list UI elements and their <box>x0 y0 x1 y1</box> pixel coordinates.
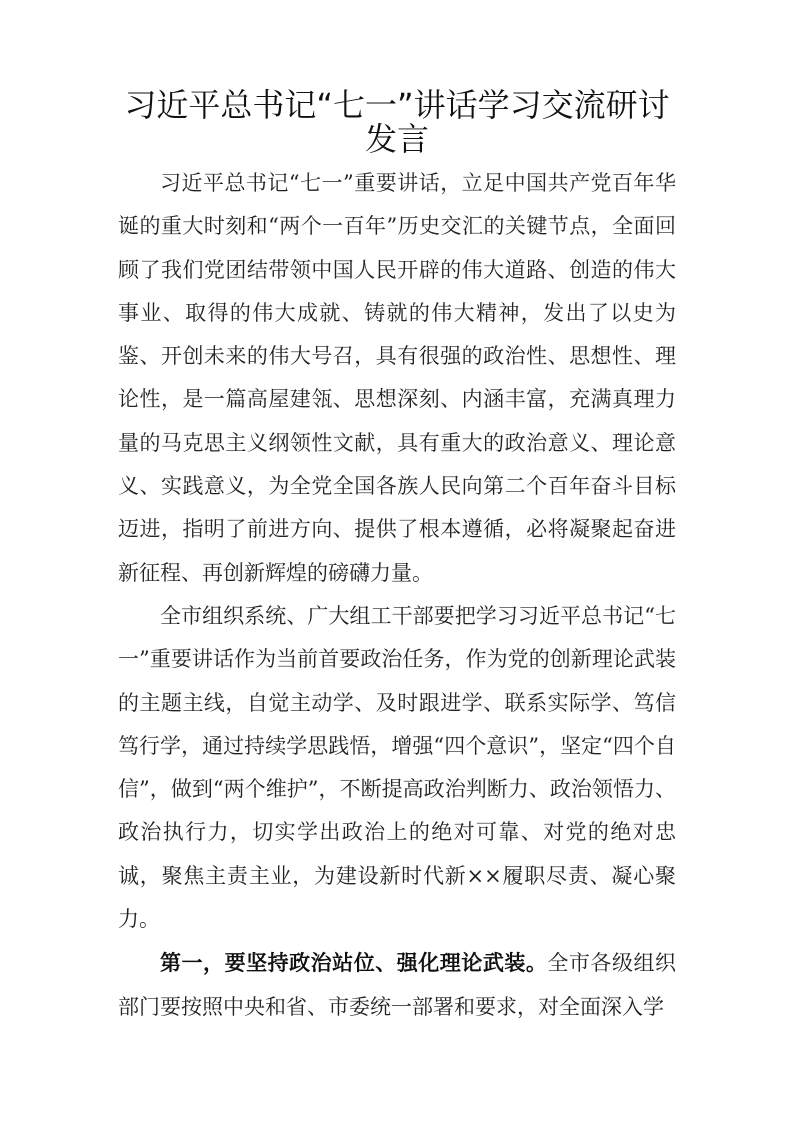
document-title: 习近平总书记“七一”讲话学习交流研讨发言 <box>124 86 670 158</box>
paragraph-1-text: 习近平总书记“七一”重要讲话，立足中国共产党百年华诞的重大时刻和“两个一百年”历史交汇的关键节点，全面回顾了我们党团结带领中国人民开辟的伟大道路、创造的伟大事业、取得的伟大成就、铸就的伟大精神，发出了以史为鉴、开创未来的伟大号召，具有很强的政治性、思想性、理论性，是一篇高屋建瓴、思想深刻、内涵丰富，充满真理力量的马克思主义纲领性文献，具有重大的政治意义、理论意义、实践意义，为全党全国各族人民向第二个百年奋斗目标迈进，指明了前进方向、提供了根本遵循，必将凝聚起奋进新征程、再创新辉煌的磅礴力量。 <box>118 171 676 585</box>
paragraph-2 <box>118 595 676 941</box>
paragraph-3 <box>118 941 676 1029</box>
paragraph-3-lead: 第一，要坚持政治站位、强化理论武装。 <box>160 950 548 976</box>
document-body <box>118 162 676 1029</box>
paragraph-2-text: 全市组织系统、广大组工干部要把学习习近平总书记“七一”重要讲话作为当前首要政治任务，作为党的创新理论武装的主题主线，自觉主动学、及时跟进学、联系实际学、笃信笃行学，通过持续学思践悟，增强“四个意识”，坚定“四个自信”，做到“两个维护”，不断提高政治判断力、政治领悟力、政治执行力，切实学出政治上的绝对可靠、对党的绝对忠诚，聚焦主责主业，为建设新时代新××履职尽责、凝心聚力。 <box>118 603 676 932</box>
paragraph-1 <box>118 162 676 595</box>
paragraph-3-text: 全市各级组织部门要按照中央和省、市委统一部署和要求，对全面深入学 <box>118 951 676 1019</box>
